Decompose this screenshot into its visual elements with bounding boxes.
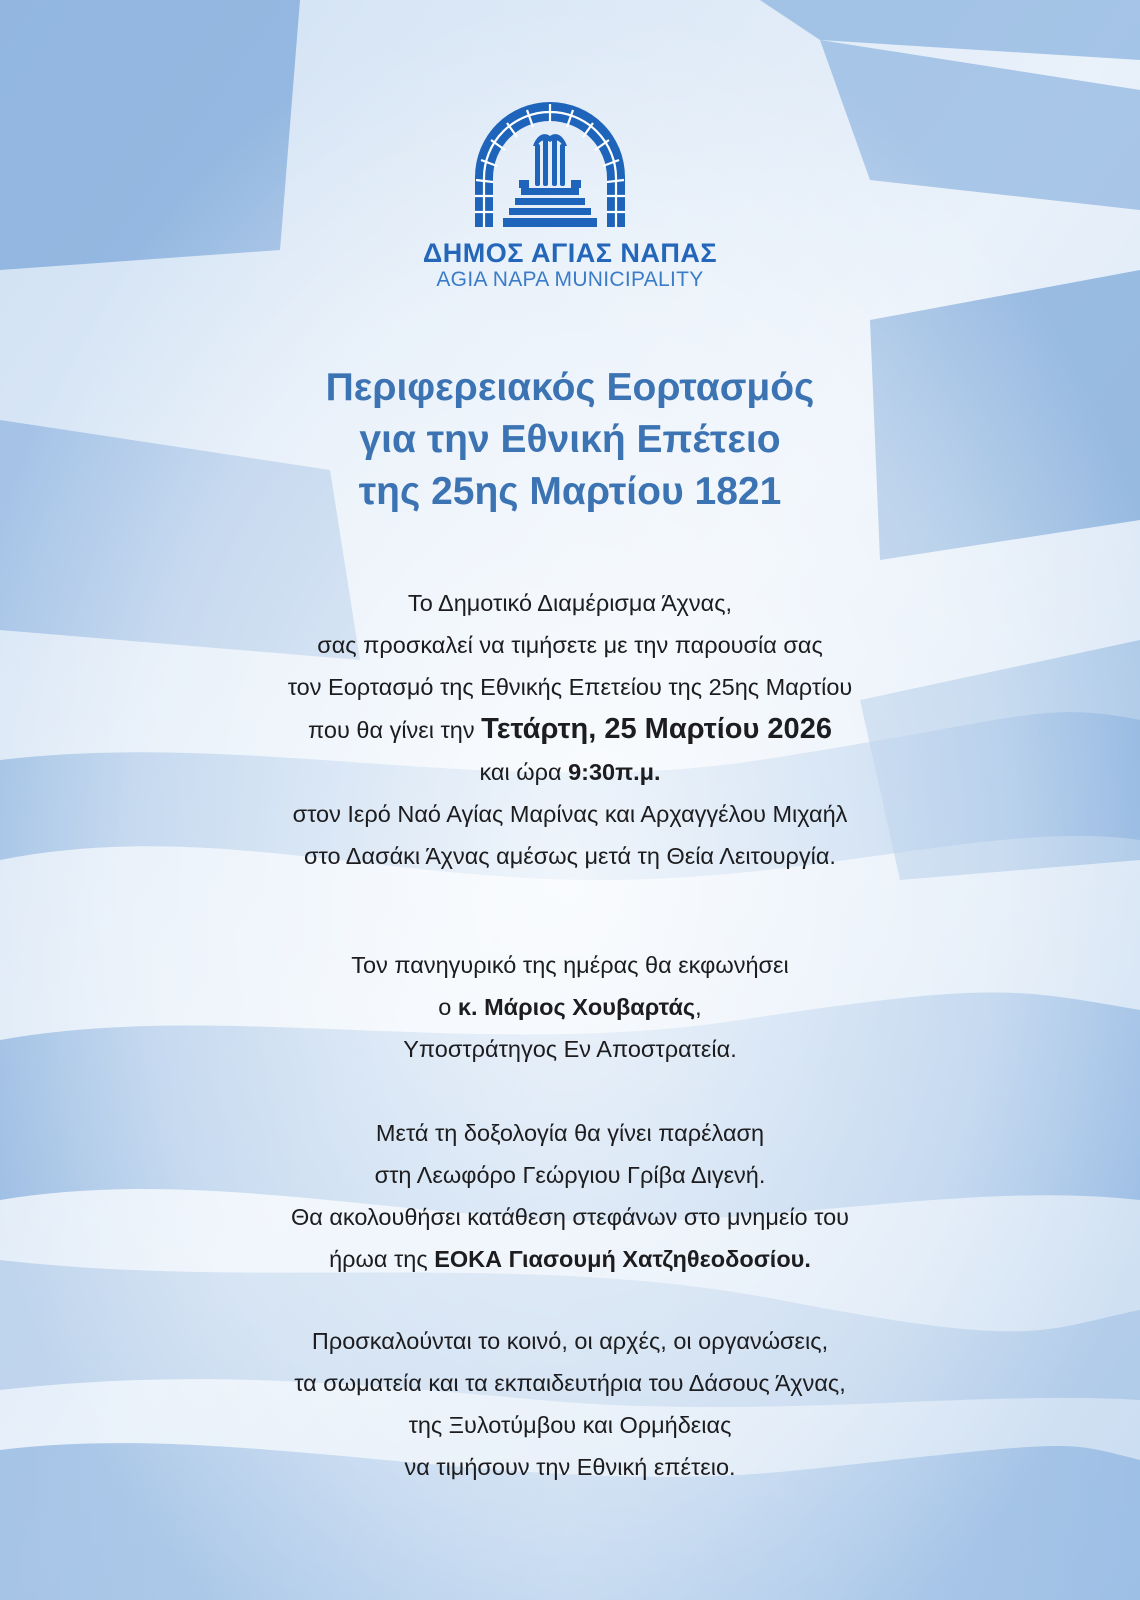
title-line: για την Εθνική Επέτειο — [359, 418, 781, 461]
parade-paragraph — [0, 1112, 1140, 1280]
text-line: Υποστράτηγος Εν Αποστρατεία. — [403, 1036, 737, 1062]
text-suffix: , — [695, 994, 702, 1020]
page-title — [0, 362, 1140, 518]
title-line: Περιφερειακός Εορτασμός — [325, 366, 815, 409]
text-line: στο Δασάκι Άχνας αμέσως μετά τη Θεία Λειτουργία. — [304, 843, 836, 869]
text-line: στον Ιερό Ναό Αγίας Μαρίνας και Αρχαγγέλου Μιχαήλ — [292, 801, 848, 827]
text-line: Τον πανηγυρικό της ημέρας θα εκφωνήσει — [351, 952, 789, 978]
text-line — [0, 708, 1140, 751]
municipality-name-english: AGIA NAPA MUNICIPALITY — [436, 268, 704, 291]
text-line — [0, 1238, 1140, 1280]
event-date: Τετάρτη, 25 Μαρτίου 2026 — [481, 713, 832, 745]
text-line: Μετά τη δοξολογία θα γίνει παρέλαση — [375, 1120, 765, 1146]
title-line: της 25ης Μαρτίου 1821 — [358, 470, 782, 513]
text-prefix: ο — [438, 994, 458, 1020]
text-prefix: που θα γίνει την — [308, 717, 482, 743]
invitation-paragraph — [0, 582, 1140, 877]
text-prefix: και ώρα — [479, 759, 569, 785]
text-line — [0, 986, 1140, 1028]
text-line: τα σωματεία και τα εκπαιδευτήρια του Δάσους Άχνας, — [294, 1370, 846, 1396]
text-line: Θα ακολουθήσει κατάθεση στεφάνων στο μνημείο του — [290, 1204, 850, 1230]
speech-paragraph — [0, 944, 1140, 1070]
text-prefix: ήρωα της — [329, 1246, 435, 1272]
text-line: Προσκαλούνται το κοινό, οι αρχές, οι οργανώσεις, — [311, 1328, 829, 1354]
event-time: 9:30π.μ. — [568, 759, 661, 785]
speaker-name: κ. Μάριος Χουβαρτάς — [457, 994, 696, 1020]
text-line: της Ξυλοτύμβου και Ορμήδειας — [408, 1412, 732, 1438]
arch-fountain-logo-icon — [455, 92, 645, 232]
municipality-name-greek: ΔΗΜΟΣ ΑΓΙΑΣ ΝΑΠΑΣ — [422, 238, 718, 268]
text-line: Το Δημοτικό Διαμέρισμα Άχνας, — [407, 590, 733, 616]
text-line: να τιμήσουν την Εθνική επέτειο. — [404, 1454, 736, 1480]
text-line: σας προσκαλεί να τιμήσετε με την παρουσία σας — [317, 632, 823, 658]
closing-paragraph — [0, 1320, 1140, 1488]
text-line: στη Λεωφόρο Γεώργιου Γρίβα Διγενή. — [374, 1162, 766, 1188]
hero-name: ΕΟΚΑ Γιασουμή Χατζηθεοδοσίου. — [434, 1246, 811, 1272]
text-line: τον Εορτασμό της Εθνικής Επετείου της 25ης Μαρτίου — [287, 674, 853, 700]
text-line — [0, 751, 1140, 793]
